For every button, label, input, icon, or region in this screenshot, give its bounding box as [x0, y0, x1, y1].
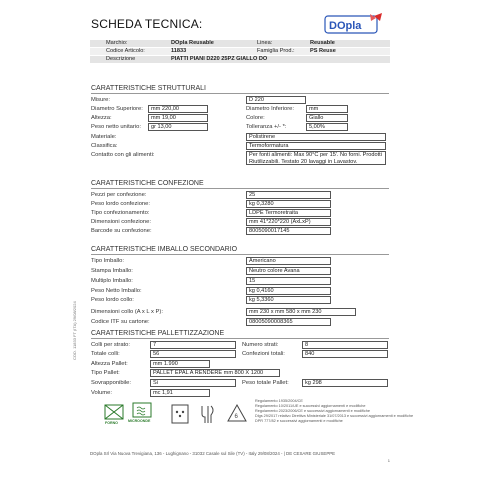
conf-totali-value: 840	[302, 350, 388, 358]
peso-netto-imballo-label: Peso Netto Imballo:	[91, 288, 142, 294]
regulation-line-2: Regolamento 10/2011/UE e successivi aggiornamenti e modifiche	[255, 404, 366, 408]
peso-lordo-collo-label: Peso lordo collo:	[91, 297, 134, 303]
stampa-imballo-value: Neutro colore Avana	[246, 267, 331, 275]
altezza-pallet-value: mm 1.990	[150, 360, 210, 368]
page-title: SCHEDA TECNICA:	[91, 17, 203, 31]
dimensioni-collo-value: mm 230 x mm 580 x mm 230	[246, 308, 356, 316]
peso-netto-imballo-value: kg 0,4160	[246, 287, 331, 295]
peso-label: Peso netto unitario:	[91, 124, 141, 130]
dimensioni-collo-label: Dimensioni collo (A x L x P):	[91, 309, 163, 315]
section-title-imballo: CARATTERISTICHE IMBALLO SECONDARIO	[91, 246, 389, 255]
brand-logo	[324, 12, 386, 36]
strati-value: 8	[302, 341, 388, 349]
colli-strato-label: Colli per strato:	[91, 342, 130, 348]
misure-label: Misure:	[91, 97, 111, 103]
tipo-imballo-value: Americano	[246, 257, 331, 265]
svg-text:6: 6	[234, 414, 238, 420]
microonde-label: MICROONDE	[128, 419, 151, 423]
volume-label: Volume:	[91, 390, 112, 396]
totale-colli-value: 56	[150, 350, 236, 358]
colore-value: Giallo	[306, 114, 348, 122]
regulation-line-5: DPR 777/82 e successivi aggiornamenti e modifiche	[255, 419, 343, 423]
barcode-label: Barcode su confezione:	[91, 228, 152, 234]
altezza-value: mm 19,00	[148, 114, 208, 122]
linea-value: Reusable	[310, 40, 335, 46]
peso-totale-value: kg 298	[302, 379, 388, 387]
dimensioni-conf-label: Dimensioni confezione:	[91, 219, 151, 225]
contatto-value: Per fonti alimenti: Max 90°C per 15'. No forni. Prodotti Riutilizzabili. Testato 20 lavaggi in Lavastov.	[246, 151, 386, 165]
regulation-line-4: Dlgs 29/2017 relativo Direttiva Ministeriale 31/07/2013 e successivi aggiornamenti e modifiche	[255, 414, 414, 418]
tipo-conf-label: Tipo confezionamento:	[91, 210, 150, 216]
altezza-pallet-label: Altezza Pallet:	[91, 361, 128, 367]
codice-label: Codice Articolo:	[106, 48, 145, 54]
pezzi-value: 25	[246, 191, 331, 199]
colli-strato-value: 7	[150, 341, 236, 349]
tipo-pallet-label: Tipo Pallet:	[91, 370, 120, 376]
page-footer	[90, 451, 390, 463]
section-title-confezione: CARATTERISTICHE CONFEZIONE	[91, 180, 389, 189]
marchio-value: DOpla Reusable	[171, 40, 214, 46]
stampa-imballo-label: Stampa Imballo:	[91, 268, 133, 274]
peso-lordo-collo-value: kg 5,3360	[246, 296, 331, 304]
page-number: 1	[387, 458, 390, 463]
classifica-value: Termoformatura	[246, 142, 386, 150]
materiale-label: Materiale:	[91, 134, 117, 140]
peso-totale-label: Peso totale Pallet:	[242, 380, 289, 386]
diam-inf-value: mm	[306, 105, 348, 113]
diam-sup-value: mm 220,00	[148, 105, 208, 113]
dimensioni-conf-value: mm 41*220*220 (AxLxP)	[246, 218, 331, 226]
tipo-pallet-value: PALLET EPAL A RENDERE mm 800 X 1200	[150, 369, 280, 377]
strati-label: Numero strati:	[242, 342, 279, 348]
header-band-1	[90, 40, 390, 47]
diam-inf-label: Diametro Inferiore:	[246, 106, 295, 112]
food-contact-icon	[196, 402, 220, 426]
marchio-label: Marchio:	[106, 40, 128, 46]
forno-label: FORNO	[105, 421, 118, 425]
tolleranza-value: 5,00%	[306, 123, 348, 131]
totale-colli-label: Totale colli:	[91, 351, 120, 357]
recycle-ps-icon	[225, 402, 249, 426]
misure-value: D 220	[246, 96, 306, 104]
itf-value: 08005090008365	[246, 318, 331, 326]
diam-sup-label: Diametro Superiore:	[91, 106, 143, 112]
codice-value: 11833	[171, 48, 187, 54]
famiglia-label: Famiglia Prod.:	[257, 48, 295, 54]
sovrapponibile-label: Sovrapponibile:	[91, 380, 131, 386]
multiplo-value: 15	[246, 277, 331, 285]
peso-value: gr 13,00	[148, 123, 208, 131]
tipo-conf-value: LDPE Termoretraita	[246, 209, 331, 217]
contatto-label: Contatto con gli alimenti:	[91, 152, 155, 158]
regulation-line-1: Regolamento 1935/2004/CE	[255, 399, 303, 403]
section-title-strutturali: CARATTERISTICHE STRUTTURALI	[91, 85, 389, 94]
tolleranza-label: Tolleranza +/- *:	[246, 124, 287, 130]
side-document-code: COD. 11833 FT (ITA) 29/08/2024	[72, 301, 77, 360]
peso-lordo-conf-label: Peso lordo confezione:	[91, 201, 150, 207]
pezzi-label: Pezzi per confezione:	[91, 192, 147, 198]
famiglia-value: PS Reuse	[310, 48, 336, 54]
linea-label: Linea:	[257, 40, 273, 46]
section-title-pallet: CARATTERISTICHE PALLETTIZZAZIONE	[91, 330, 389, 339]
tipo-imballo-label: Tipo Imballo:	[91, 258, 124, 264]
volume-value: mc 1,91	[150, 389, 210, 397]
footer-text: DOpla Srl Via Nuova Trevigiana, 136 - Lughignano - 31032 Casale sul Sile (TV) - Italy 29/08/2024 - | DE CESARE GIUSEPPE	[90, 451, 336, 456]
peso-lordo-conf-value: kg 0,3280	[246, 200, 331, 208]
regulation-line-3: Regolamento 2023/2006/CE e successivi aggiornamenti e modifiche	[255, 409, 371, 413]
conf-totali-label: Confezioni totali:	[242, 351, 285, 357]
altezza-label: Altezza:	[91, 115, 112, 121]
itf-label: Codice ITF su cartone:	[91, 319, 150, 325]
dishwasher-icon	[168, 402, 192, 426]
multiplo-label: Multiplo Imballo:	[91, 278, 133, 284]
barcode-value: 8005090017145	[246, 227, 331, 235]
descrizione-value: PIATTI PIANI D220 25PZ GIALLO DO	[171, 56, 268, 62]
descrizione-label: Descrizione	[106, 56, 136, 62]
materiale-value: Polistirene	[246, 133, 386, 141]
colore-label: Colore:	[246, 115, 265, 121]
sovrapponibile-value: Si	[150, 379, 236, 387]
logo-text: DOpla	[329, 20, 362, 32]
classifica-label: Classifica:	[91, 143, 118, 149]
